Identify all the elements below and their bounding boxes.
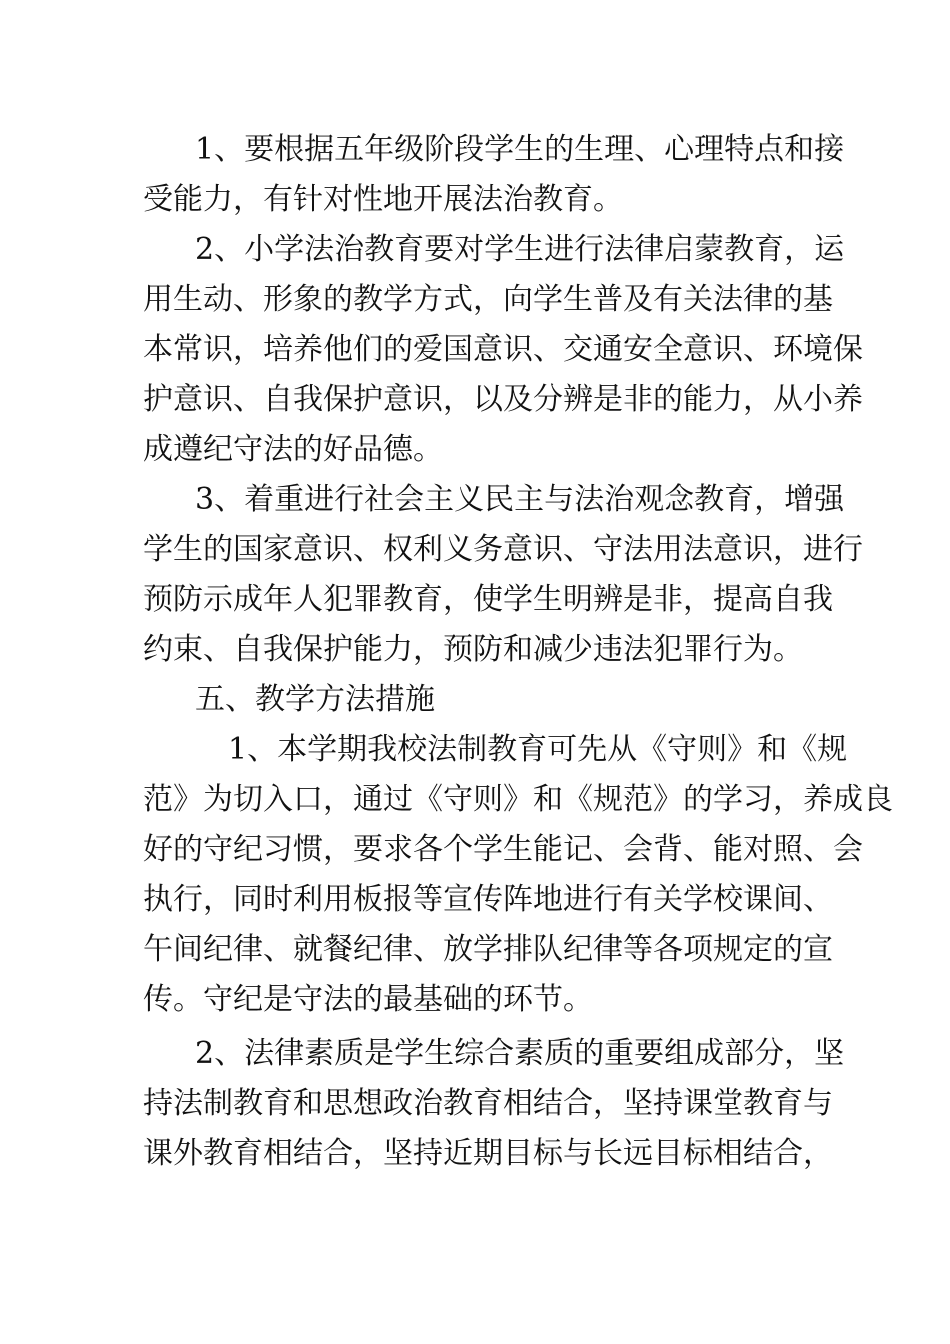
- text-line: 午间纪律、就餐纪律、放学排队纪律等各项规定的宣: [143, 932, 833, 967]
- text-line: 好的守纪习惯，要求各个学生能记、会背、能对照、会: [143, 832, 863, 867]
- text-line: 持法制教育和思想政治教育相结合，坚持课堂教育与: [143, 1086, 833, 1121]
- text-line: 范》为切入口，通过《守则》和《规范》的学习，养成良: [143, 782, 893, 817]
- text-line: 2、法律素质是学生综合素质的重要组成部分，坚: [195, 1036, 845, 1071]
- text-line: 预防示成年人犯罪教育，使学生明辨是非，提高自我: [143, 582, 833, 617]
- text-line: 课外教育相结合，坚持近期目标与长远目标相结合，: [143, 1136, 833, 1171]
- text-line: 传。守纪是守法的最基础的环节。: [143, 982, 593, 1017]
- text-line: 约束、自我保护能力，预防和减少违法犯罪行为。: [143, 632, 803, 667]
- section-heading: 五、教学方法措施: [195, 682, 435, 717]
- text-line: 受能力，有针对性地开展法治教育。: [143, 182, 623, 217]
- text-line: 成遵纪守法的好品德。: [143, 432, 443, 467]
- text-line: 护意识、自我保护意识，以及分辨是非的能力，从小养: [143, 382, 863, 417]
- text-line: 本常识，培养他们的爱国意识、交通安全意识、环境保: [143, 332, 863, 367]
- text-line: 1、要根据五年级阶段学生的生理、心理特点和接: [195, 132, 845, 167]
- text-line: 学生的国家意识、权利义务意识、守法用法意识，进行: [143, 532, 863, 567]
- text-line: 用生动、形象的教学方式，向学生普及有关法律的基: [143, 282, 833, 317]
- text-line: 1、本学期我校法制教育可先从《守则》和《规: [228, 732, 848, 767]
- text-line: 执行，同时利用板报等宣传阵地进行有关学校课间、: [143, 882, 833, 917]
- text-line: 3、着重进行社会主义民主与法治观念教育，增强: [195, 482, 845, 517]
- text-line: 2、小学法治教育要对学生进行法律启蒙教育，运: [195, 232, 845, 267]
